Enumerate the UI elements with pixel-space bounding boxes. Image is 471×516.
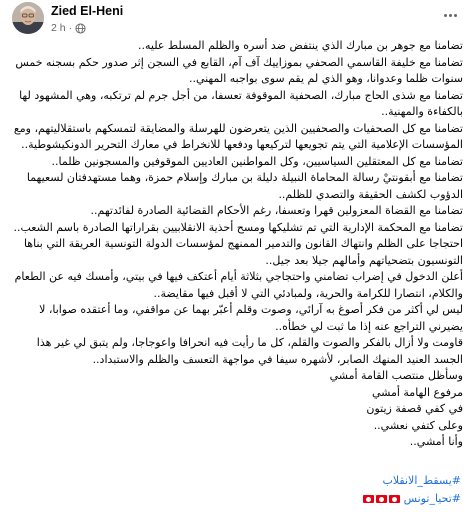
post-paragraph: تضامنا مع جوهر بن مبارك الذي ينتفض ضد أسره والظلم المسلط عليه..: [138, 39, 463, 52]
author-avatar[interactable]: [12, 2, 44, 34]
poem-line: وأنا أمشي..: [409, 435, 463, 448]
post-paragraph: تضامنا مع المحكمة الإدارية التي تم تشليكها ومسح أحذية الانقلابيين بقراراتها الصادرة باسم الشعب..: [13, 220, 463, 234]
dot-icon: [449, 14, 452, 17]
post-paragraph: تضامنا مع خليفة القاسمي الصحفي بموزاييك آف آم، القابع في السجن إثر صدور حكم بسجنه خمس سنوات ظلما وعدوانا، وهو الذي لم يقم سوى بواجبه المهني..: [15, 55, 463, 85]
tunisia-flag-icon: [363, 495, 374, 503]
post-paragraph: تضامنا مع أبقونتيْ رسالة المحاماة النبيلة دليلة بن مبارك وإسلام حمزة، وهما مستهدفتان لسعيهما الدؤوب لكشف الحقيقة والتصدي للظلم..: [26, 171, 463, 201]
more-options-button[interactable]: [439, 6, 461, 24]
hashtag-text: #يسقط_الانقلاب: [382, 474, 461, 487]
post-paragraph: احتجاجا على الظلم وانتهاك القانون والتدمير الممنهج لمؤسسات الدولة التونسية العريقة التي بناها التونسيون بتضحياتهم وأمالهم جيلا بعد جيل..: [23, 237, 463, 267]
post-paragraph: قاومت ولا أزال بالفكر والصوت والقلم، كل ما رأيت فيه انحرافا واعوجاجا، ولم يتبق لي غير هذا الجسد العنيد المنهك الصابر، لأشهره سيفا في مواجهة التعسف والظلم والاستبداد..: [36, 336, 463, 366]
meta-separator: ·: [68, 22, 73, 34]
poem-line: وعلى كتفي نعشي..: [373, 418, 463, 432]
globe-icon[interactable]: [75, 23, 86, 34]
hashtag-link[interactable]: [361, 490, 461, 508]
tunisia-flag-icon: [389, 495, 400, 503]
author-name[interactable]: Zied El-Heni: [51, 4, 124, 18]
post-paragraph: أعلن الدخول في إضراب تضامني واحتجاجي بثلاثة أيام أعتكف فيها في بيتي، وأمسك فيه عن الطعام والكلام، انتصارا للكرامة والحرية، ولمبادئي التي لا أقبل فيها مقايضة..: [14, 270, 463, 300]
post-paragraph: تضامنا مع القضاة المعزولين قهرا وتعسفا، رغم الأحكام القضائية الصادرة لفائدتهم..: [90, 204, 463, 217]
hashtag-list: [361, 472, 461, 508]
avatar-photo: [12, 2, 44, 34]
dot-icon: [444, 14, 447, 17]
hashtag-text: #تحيا_تونس: [403, 492, 461, 505]
poem-line: مرفوع الهامة أمشي: [371, 385, 463, 399]
tunisia-flag-icon: [376, 495, 387, 503]
dot-icon: [454, 14, 457, 17]
hashtag-link[interactable]: [361, 472, 461, 490]
post-paragraph: تضامنا مع كل الصحفيات والصحفيين الذين يتعرضون للهرسلة والمضايقة لتمسكهم باستقلاليتهم، ومع المؤسسات الإعلامية التي يتم تجويعها لتركيعها ودفعها للانخراط في معارك التحرير الدونكيشوطية..: [13, 121, 463, 151]
post-paragraph: تضامنا مع شذى الحاج مبارك، الصحفية الموقوفة تعسفا، من أجل جرم لم ترتكبه، وهي المشهود لها بالكفاءة والمهنية..: [19, 88, 463, 118]
post-body: [8, 38, 463, 451]
poem-line: في كفي قصفة زيتون: [366, 402, 463, 415]
poem-line: وسأظل منتصب القامة أمشي: [329, 369, 463, 382]
post-paragraph: ليس لي أكثر من فكر أصوغ به آرائي، وصوت وقلم أعبّر بهما عن مواقفي، وما أعتقده صوابا، لا يضيرني التراجع عنه إذا ما ثبت لي خطأه..: [39, 303, 463, 333]
post-paragraph: تضامنا مع كل المعتقلين السياسيين، وكل المواطنين العاديين الموقوفين والمسجونين ظلما..: [51, 154, 463, 168]
post-meta: [51, 21, 86, 35]
post-timestamp[interactable]: 2 h: [51, 22, 66, 34]
